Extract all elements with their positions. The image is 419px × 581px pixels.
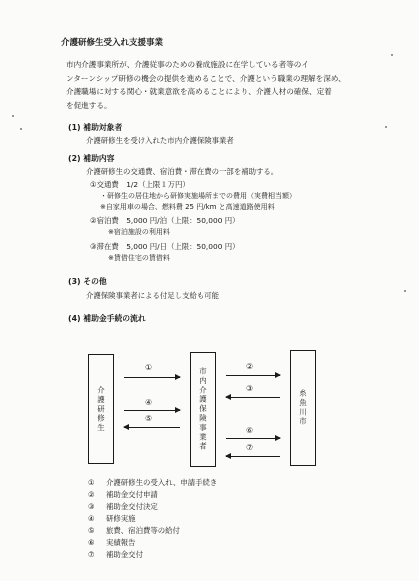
section-heading: (2) 補助内容	[68, 154, 115, 163]
legend-text: 介護研修生の受入れ、申請手続き	[106, 478, 218, 487]
arrow-label: ⑦	[246, 443, 254, 452]
arrow-left	[226, 456, 280, 457]
section-heading: (3) その他	[68, 277, 107, 286]
arrow-left	[124, 427, 180, 428]
box-care-provider	[190, 352, 216, 467]
intro-line: を促進する。	[66, 100, 112, 110]
section-text: 介護保険事業者による付足し支給も可能	[86, 291, 220, 300]
scan-speck	[404, 290, 406, 292]
scan-speck	[385, 126, 387, 128]
arrow-label: ⑥	[246, 426, 254, 435]
section-heading: (1) 補助対象者	[68, 123, 123, 132]
arrow-label: ⑤	[145, 414, 153, 423]
subsidy-note: ・研修生の居住地から研修実施場所までの費用（実費相当額）	[100, 192, 296, 200]
legend-text: 研修実施	[106, 514, 136, 523]
subsidy-note: ※宿泊施設の利用料	[108, 228, 170, 236]
document-title: 介護研修生受入れ支援事業	[61, 38, 164, 48]
legend-item	[88, 489, 158, 500]
legend-number: ①	[88, 478, 95, 487]
intro-line: ンターンシップ研修の機会の提供を進めることで、介護という職業の理解を深め、	[66, 73, 346, 83]
legend-item	[88, 549, 143, 560]
subsidy-note: ※賃借住宅の賃借料	[108, 254, 170, 262]
legend-item	[88, 501, 158, 512]
legend-text: 旅費、宿泊費等の給付	[106, 526, 180, 535]
legend-number: ②	[88, 490, 95, 499]
legend-item	[88, 537, 136, 548]
intro-line: 介護職場に対する関心・就業意欲を高めることにより、介護人材の確保、定着	[66, 87, 332, 96]
box-label: 介護研修生	[96, 385, 106, 433]
legend-text: 補助金交付決定	[106, 502, 158, 511]
subsidy-item-lodging: ②宿泊費 5,000 円/泊（上限：50,000 円）	[90, 216, 240, 225]
arrow-label: ②	[246, 362, 254, 371]
arrow-right	[226, 375, 280, 376]
subsidy-item-transport: ①交通費 1/2（上限１万円）	[90, 180, 190, 189]
legend-text: 補助金交付申請	[106, 490, 158, 499]
section-text: 介護研修生の交通費、宿泊費・滞在費の一部を補助する。	[86, 167, 279, 176]
section-text: 介護研修生を受け入れた市内介護保険事業者	[86, 136, 234, 145]
section-heading: (4) 補助金手続の流れ	[68, 314, 146, 323]
legend-number: ⑦	[88, 550, 95, 559]
arrow-right	[124, 410, 180, 411]
intro-line: 市内介護事業所が、介護従事のための養成施設に在学している者等のイ	[66, 60, 309, 69]
arrow-right	[226, 438, 280, 439]
subsidy-item-stay: ③滞在費 5,000 円/日（上限：50,000 円）	[90, 242, 240, 251]
scan-speck	[12, 115, 14, 117]
legend-item	[88, 477, 217, 488]
box-city	[290, 350, 316, 466]
box-label: 市内介護保険事業者	[198, 367, 208, 452]
legend-text: 実績報告	[106, 538, 136, 547]
legend-number: ⑥	[88, 538, 95, 547]
legend-item	[88, 513, 136, 524]
arrow-right	[124, 377, 180, 378]
legend-number: ⑤	[88, 526, 95, 535]
box-label: 糸魚川市	[298, 389, 308, 427]
legend-item	[88, 525, 180, 536]
legend-number: ③	[88, 502, 95, 511]
scan-speck	[391, 54, 393, 56]
intro-paragraph	[66, 58, 366, 112]
arrow-label: ③	[246, 384, 254, 393]
arrow-label: ①	[145, 363, 153, 372]
legend-number: ④	[88, 514, 95, 523]
legend-text: 補助金交付	[106, 550, 143, 559]
box-trainee	[88, 354, 114, 464]
scan-speck	[20, 128, 22, 130]
subsidy-note: ※自家用車の場合、燃料費 25 円/km と高速道路使用料	[100, 203, 275, 211]
arrow-label: ④	[145, 398, 153, 407]
arrow-left	[226, 397, 280, 398]
